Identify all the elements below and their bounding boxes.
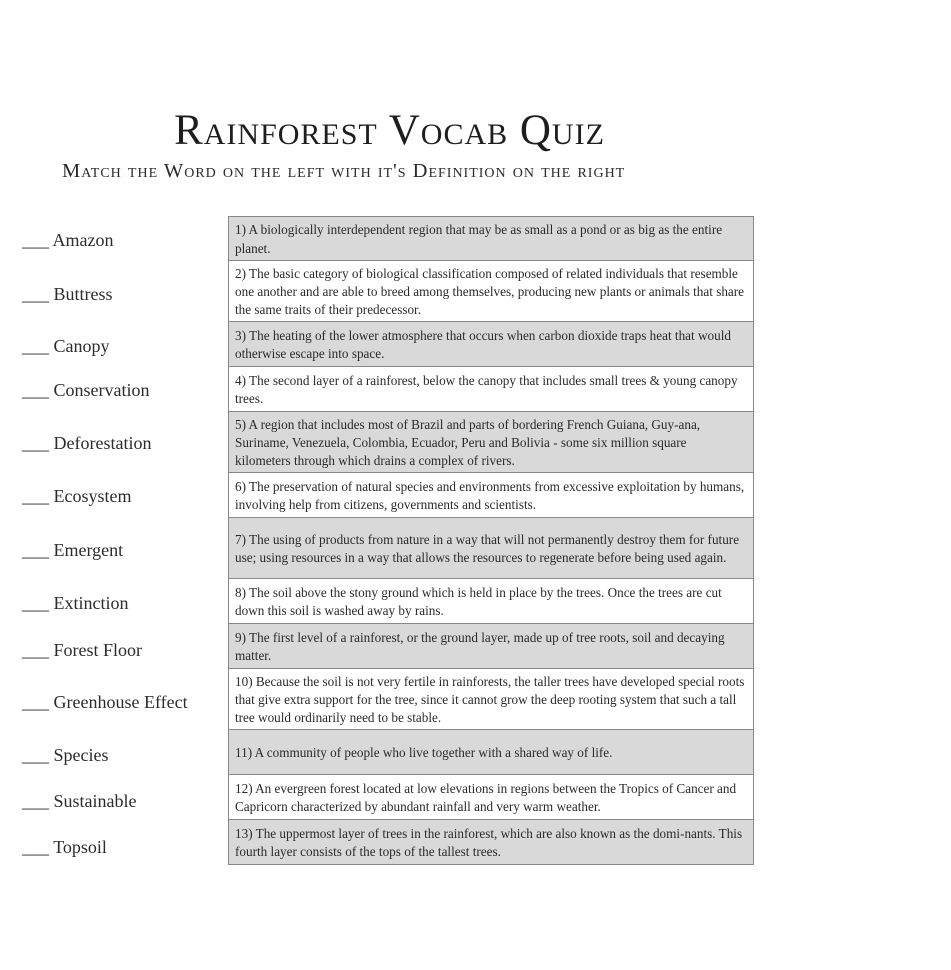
- answer-blank[interactable]: ___: [22, 336, 49, 356]
- definition-text: 13) The uppermost layer of trees in the rainforest, which are also known as the domi-nants. This fourth layer consists of the tops of the tallest trees.: [235, 825, 743, 859]
- answer-blank[interactable]: ___: [22, 380, 49, 400]
- definition-row: [228, 216, 754, 261]
- definition-text: 8) The soil above the stony ground which is held in place by the trees. Once the trees are cut down this soil is washed away by rains.: [235, 584, 722, 618]
- answer-blank[interactable]: ___: [22, 593, 49, 613]
- word-item: [22, 791, 137, 812]
- definition-text: 3) The heating of the lower atmosphere that occurs when carbon dioxide traps heat that would otherwise escape into space.: [235, 327, 731, 361]
- definition-row: [228, 518, 754, 579]
- word-item: [22, 284, 113, 305]
- word-label: Extinction: [53, 593, 129, 613]
- word-item: [22, 433, 151, 454]
- definition-row: [228, 412, 754, 473]
- answer-blank[interactable]: ___: [22, 284, 49, 304]
- answer-blank[interactable]: ___: [22, 837, 49, 857]
- word-label: Buttress: [53, 284, 113, 304]
- word-item: [22, 692, 188, 713]
- word-item: [22, 640, 142, 661]
- definition-list: [228, 216, 754, 865]
- definition-row: [228, 820, 754, 865]
- word-label: Topsoil: [53, 837, 107, 857]
- word-item: [22, 336, 110, 357]
- answer-blank[interactable]: ___: [22, 486, 49, 506]
- word-label: Greenhouse Effect: [53, 692, 188, 712]
- answer-blank[interactable]: ___: [22, 433, 49, 453]
- definition-text: 2) The basic category of biological classification composed of related individuals that resemble one another and are able to breed among themselves, producing new plants or animals that share the same traits of their predecessor.: [235, 265, 745, 318]
- word-item: [22, 380, 150, 401]
- word-label: Sustainable: [53, 791, 137, 811]
- word-label: Conservation: [53, 380, 150, 400]
- definition-row: [228, 473, 754, 518]
- definition-row: [228, 669, 754, 730]
- definition-row: [228, 579, 754, 624]
- answer-blank[interactable]: ___: [22, 540, 49, 560]
- word-label: Canopy: [53, 336, 110, 356]
- definition-row: [228, 624, 754, 669]
- word-label: Amazon: [52, 230, 114, 250]
- answer-blank[interactable]: ___: [22, 640, 49, 660]
- word-label: Species: [53, 745, 109, 765]
- answer-blank[interactable]: ___: [22, 791, 49, 811]
- instructions: Match the Word on the left with it's Definition on the right: [62, 160, 626, 182]
- answer-blank[interactable]: ___: [22, 230, 49, 250]
- word-item: [22, 837, 107, 858]
- definition-text: 12) An evergreen forest located at low elevations in regions between the Tropics of Cancer and Capricorn characterized by abundant rainfall and very warm weather.: [235, 780, 737, 814]
- word-item: [22, 745, 108, 766]
- definition-row: [228, 775, 754, 820]
- word-item: [22, 486, 132, 507]
- definition-text: 11) A community of people who live together with a shared way of life.: [235, 744, 613, 760]
- answer-blank[interactable]: ___: [22, 745, 49, 765]
- word-item: [22, 540, 123, 561]
- definition-text: 4) The second layer of a rainforest, below the canopy that includes small trees & young canopy trees.: [235, 372, 738, 406]
- word-item: [22, 593, 129, 614]
- definition-text: 6) The preservation of natural species and environments from excessive exploitation by humans, involving help from citizens, governments and scientists.: [235, 478, 745, 512]
- definition-text: 9) The first level of a rainforest, or the ground layer, made up of tree roots, soil and decaying matter.: [235, 629, 725, 663]
- definition-row: [228, 367, 754, 412]
- definition-row: [228, 261, 754, 322]
- word-label: Forest Floor: [53, 640, 143, 660]
- answer-blank[interactable]: ___: [22, 692, 49, 712]
- word-item: [22, 230, 114, 251]
- word-label: Ecosystem: [53, 486, 132, 506]
- word-label: Emergent: [53, 540, 124, 560]
- word-label: Deforestation: [53, 433, 152, 453]
- definition-text: 1) A biologically interdependent region that may be as small as a pond or as big as the entire planet.: [235, 222, 723, 256]
- definition-text: 7) The using of products from nature in a way that will not permanently destroy them for future use; using resources in a way that allows the resources to regenerate before being used again.: [235, 531, 740, 565]
- page-title: Rainforest Vocab Quiz: [174, 107, 605, 154]
- definition-text: 10) Because the soil is not very fertile in rainforests, the taller trees have developed special roots that give extra support for the tree, since it cannot grow the deep rooting system that such a tall tree would ordinarily need to be stable.: [235, 673, 745, 726]
- definition-row: [228, 730, 754, 775]
- definition-row: [228, 322, 754, 367]
- definition-text: 5) A region that includes most of Brazil and parts of bordering French Guiana, Guy-ana, Suriname, Venezuela, Colombia, Ecuador, Peru and Bolivia - some six million square kilometers through which drains a complex of rivers.: [235, 416, 701, 469]
